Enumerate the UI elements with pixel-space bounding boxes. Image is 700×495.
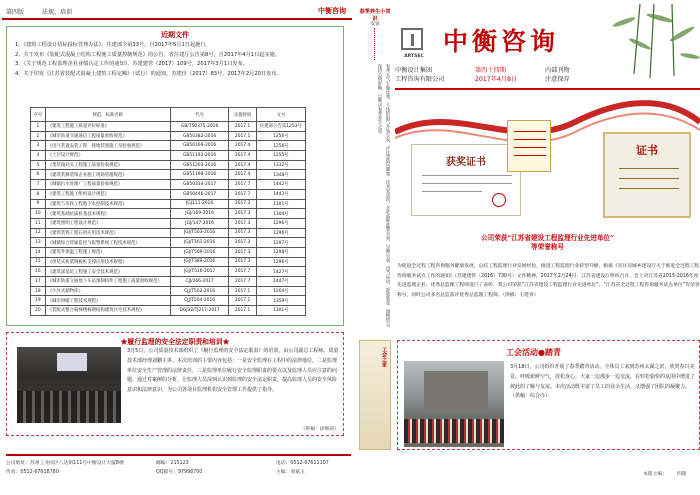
table-cell: 2017.3: [229, 257, 256, 267]
table-row: [31, 160, 306, 170]
artsec-text: ARTSEC: [404, 54, 424, 59]
training-box: [6, 332, 344, 436]
table-cell: 16: [31, 267, 46, 277]
issue-label: 第四版: [6, 9, 25, 16]
table-cell: 10: [31, 209, 46, 219]
table-cell: 1332号: [256, 160, 305, 170]
table-cell: JGJ/T509-2016: [170, 247, 229, 257]
table-cell: 2017.4: [229, 151, 256, 161]
table-cell: 1359号: [256, 296, 305, 306]
table-row: [31, 199, 306, 209]
table-cell: 《城镇综合管廊监控与报警系统工程技术规范》: [45, 238, 170, 248]
plaque-line: [514, 155, 546, 156]
table-cell: 11: [31, 218, 46, 228]
table-cell: 《建筑深基坑工程施工安全技术规范》: [45, 267, 170, 277]
table-cell: 2017.4: [229, 160, 256, 170]
awards-section: [395, 92, 700, 226]
honor-line: [619, 188, 679, 189]
table-cell: 1304号: [256, 209, 305, 219]
news-item: 3、《关于规范工程监理企业业绩认定工作的通知》，苏建建管（2017）109号，2017年3月1日发布。: [15, 61, 248, 68]
table-cell: 2017.1: [229, 286, 256, 296]
table-row: [31, 141, 306, 151]
table-cell: 1: [31, 122, 46, 132]
seal-icon: [492, 193, 506, 207]
table-cell: JGJ111-2016: [170, 199, 229, 209]
table-cell: 《建筑外保温工程施工规范》: [45, 247, 170, 257]
table-cell: GB/T50375-2016: [170, 122, 229, 132]
honor-line: [619, 168, 679, 169]
footer-address: 公司地址：苏州工业园区八达街111号中衡设计大厦8楼: [6, 461, 124, 466]
table-cell: 《建筑照明工程设计规范》: [45, 218, 170, 228]
table-cell: 1301号: [256, 306, 305, 316]
table-row: [31, 209, 306, 219]
table-row: [31, 296, 306, 306]
table-cell: GB50446-2017: [170, 189, 229, 199]
union-activity-box: [397, 340, 700, 450]
table-cell: 《组装式桁架钢板桩支撑应用技术规程》: [45, 257, 170, 267]
table-cell: 1427号: [256, 267, 305, 277]
table-cell: 1298号: [256, 247, 305, 257]
table-cell: 《城市轨道交通通信工程质量验收规范》: [45, 131, 170, 141]
table-cell: 《建筑工程施工组织设计规范》: [45, 189, 170, 199]
recent-documents-title: 近期文件: [161, 30, 189, 39]
health-vertical-text: 春季天气乍暖还寒，人体的阳气开始生发，应注意防风御寒，饮食宜清淡，多吃新鲜蔬菜水果，早睡早起，适当运动，舒展筋骨，调畅情志，保持心情舒畅，以顺应春季养生之道。: [377, 64, 390, 331]
issue-number: 第四十四期: [475, 67, 506, 74]
certificate-line: [422, 175, 512, 176]
table-cell: 2017.3: [229, 209, 256, 219]
standards-table: [30, 107, 306, 316]
table-cell: 1255号: [256, 151, 305, 161]
table-cell: 8: [31, 189, 46, 199]
footer-zip: 邮编：215123: [156, 461, 189, 466]
bamboo-decoration: [610, 4, 700, 84]
col-header: 实施时间: [229, 108, 256, 122]
footer-fax: 传真：0512-67618780: [6, 470, 59, 475]
table-cell: 《城市轨道交通地下车站预制构件工程施工质量验收规范》: [45, 277, 170, 287]
table-cell: 《建筑工程施工质量评价标准》: [45, 122, 170, 132]
table-cell: 1256号: [256, 131, 305, 141]
table-cell: 2017.7: [229, 180, 256, 190]
note-line: 内部刊物: [545, 67, 570, 74]
table-cell: 《装配式整合箱梯楼栋钢结构建筑住宅技术规程》: [45, 306, 170, 316]
table-cell: JGJ/T161-2016: [170, 238, 229, 248]
table-cell: 2017.7: [229, 267, 256, 277]
training-photo: [17, 347, 121, 423]
table-cell: 《电气装置安装工程 接地装置施工及验收规范》: [45, 141, 170, 151]
table-cell: DGJ32/TJ217-2017: [170, 306, 229, 316]
table-cell: JGJ/169-2016: [170, 209, 229, 219]
table-cell: 18: [31, 286, 46, 296]
table-cell: 3: [31, 141, 46, 151]
table-cell: JGJ/T516-2017: [170, 267, 229, 277]
table-cell: 2017.3: [229, 199, 256, 209]
table-cell: 7: [31, 180, 46, 190]
footer-tel: 电话：0512-67611107: [276, 461, 329, 466]
article-body: 为促进全过程工程咨询服务健康发展，总结工程监理行业发展经验，推进工程监理行业转型升级，根据《省住房城乡建设厅关于推进全过程工程咨询服务试点工作的通知》（苏建建管〔2016〕730号）文件精神，2017年2月24日，江苏省建设厅组织召开，会上对江苏省2015-2016年度先进监理企业、优秀总监理工程师进行了表彰，我公司荣获“江苏省建设工程监理行业先进单位”、“江苏省全过程工程咨询服务试点单位”等荣誉称号，同时公司多名总监获评优秀总监理工程师。（供稿：王建青）: [397, 264, 700, 298]
table-cell: 2017.3: [229, 228, 256, 238]
table-cell: JGJ/T389-2016: [170, 257, 229, 267]
left-footer: [6, 454, 351, 476]
table-cell: 2: [31, 131, 46, 141]
table-cell: 2017.4: [229, 170, 256, 180]
table-cell: 1348号: [256, 170, 305, 180]
table-row: [31, 267, 306, 277]
table-cell: 2017.1: [229, 296, 256, 306]
masthead-rule: [395, 88, 700, 90]
dotted-divider: [374, 28, 375, 60]
table-cell: 2017.1: [229, 122, 256, 132]
table-cell: GB51203-2016: [170, 160, 229, 170]
plaque-line: [514, 131, 546, 132]
training-title: ★履行监理的安全法定职责和培训★: [120, 338, 230, 346]
table-cell: CJJ/T504-2016: [170, 296, 229, 306]
issue-date: 2017年4月8日: [475, 76, 518, 83]
table-cell: 《集装箱码头工程施工质量验收规范》: [45, 160, 170, 170]
audience: [17, 391, 121, 423]
table-cell: 1296号: [256, 257, 305, 267]
headline-line-2: 等荣誉称号: [531, 243, 564, 251]
table-cell: 6: [31, 170, 46, 180]
honor-title: 证书: [636, 144, 658, 157]
certificate-title: 获奖证书: [446, 157, 486, 168]
page-editor: 本版主编：: [643, 472, 667, 477]
certificate-line: [422, 191, 482, 192]
section-label: 法规、培训: [42, 9, 73, 16]
table-header-row: [31, 108, 306, 122]
footer-editor: 主编：刘斌玉: [276, 470, 305, 475]
company-line: 中衡设计集团: [395, 67, 433, 74]
table-cell: 2017.4: [229, 141, 256, 151]
health-subtitle: 安说: [370, 22, 380, 27]
plaque-line: [514, 139, 546, 140]
table-cell: 9: [31, 199, 46, 209]
table-row: [31, 151, 306, 161]
table-row: [31, 277, 306, 287]
table-row: [31, 122, 306, 132]
table-cell: 2017.1: [229, 131, 256, 141]
table-cell: 《建筑基础抗拔桩基技术规程》: [45, 209, 170, 219]
table-row: [31, 170, 306, 180]
award-certificate: [411, 144, 521, 216]
table-cell: 《小区式储物库》: [45, 286, 170, 296]
table-cell: GB51198-2016: [170, 170, 229, 180]
table-row: [31, 286, 306, 296]
table-cell: 《土层设计规范》: [45, 151, 170, 161]
table-cell: CJJ/266-2017: [170, 277, 229, 287]
table-cell: JGJ/T503-2016: [170, 228, 229, 238]
honor-line: [619, 178, 679, 179]
masthead-title: 中衡咨询: [443, 27, 560, 56]
right-footer: [395, 468, 700, 482]
company-name: [395, 66, 465, 84]
footer-qq: QQ群号：97998700: [156, 470, 203, 475]
note-line: 注意保存: [545, 76, 570, 83]
union-home-caption: 工会之家: [381, 347, 387, 367]
news-item: 2、关于发布《装配式混凝土结构工程施工质量控制规范》的公告，省住建厅公告第8号，自2017年4月1日起实施。: [15, 51, 281, 58]
table-cell: 住建部公告第1253号: [256, 122, 305, 132]
certificate-line: [422, 183, 512, 184]
table-cell: 14: [31, 247, 46, 257]
table-cell: 15: [31, 257, 46, 267]
projector-screen: [57, 353, 87, 371]
table-cell: 1296号: [256, 218, 305, 228]
table-row: [31, 306, 306, 316]
table-cell: CJJ/T502-2016: [170, 286, 229, 296]
header-logo: 中衡咨询: [318, 6, 346, 15]
training-text: 3月5日，公司质量技术部组织了《履行监理的安全法定职责》的培训，由公司副总工程师、质量技术部经理刘鹏主讲。本次培训的主要内容包括：一是安全监理在工程中的法律地位，二是监理单位安全生产管理的法律责任，三是监理单位履行安全监理职责的要点以及监理人员应注意的问题。通过对案例的分析，让监理人员深刻认识到监理的安全法定职责，提高监理人员的安全风险意识和法律意识，为公司各项目监理机构安全管理工作提供了指导。: [127, 348, 339, 394]
table-cell: 2017.3: [229, 247, 256, 257]
headline-line-1: 公司荣获“江苏省建设工程监理行业先进单位”: [481, 234, 614, 242]
logo-mark-icon: [401, 28, 423, 50]
company-line: 工程咨询有限公司: [395, 76, 445, 83]
table-row: [31, 189, 306, 199]
table-cell: GB50334-2017: [170, 180, 229, 190]
group-photo: [404, 361, 504, 447]
table-cell: 2017.7: [229, 277, 256, 287]
news-item: 1、《建筑工程设计招标投标管理办法》，住建部令第33号，自2017年5月1日起施行。: [15, 42, 211, 48]
news-list: [15, 41, 340, 79]
table-cell: 1264号: [256, 286, 305, 296]
page-number: 四版: [677, 472, 687, 477]
col-header: 序号: [31, 108, 46, 122]
table-cell: 1301号: [256, 199, 305, 209]
middle-column: [355, 0, 395, 495]
table-cell: 17: [31, 277, 46, 287]
table-row: [31, 257, 306, 267]
table-cell: 13: [31, 238, 46, 248]
table-cell: GB50382-2016: [170, 131, 229, 141]
table-cell: 4: [31, 151, 46, 161]
col-header: 代号: [170, 108, 229, 122]
union-activity-text: 3月18日，公司组织开展了春季踏青活动。全体员工来到苏州太湖之滨，欣赏春日美景，呼吸新鲜空气，放松身心。大家一边漫步一边交流，在轻松愉快的氛围中增进了彼此的了解与友谊。本次活动既丰富了员工的业余生活，又增强了团队的凝聚力。（供稿：综合办）: [510, 364, 696, 400]
news-item: 4、关于印发《江苏省装配式混凝土建筑工程定额》（试行）的通知，苏建价（2017）83号，2017年2月20日发布。: [15, 70, 282, 77]
training-caption: （供稿：徐焕研）: [300, 427, 339, 432]
award-plaque: [507, 120, 551, 172]
table-cell: 1442号: [256, 180, 305, 190]
artsec-logo: [395, 28, 430, 64]
table-row: [31, 180, 306, 190]
table-row: [31, 238, 306, 248]
table-cell: 《建筑与市政工程地下水控制技术规范》: [45, 199, 170, 209]
table-cell: JGJ/147-2016: [170, 218, 229, 228]
honor-certificate: [603, 132, 691, 218]
table-cell: 1447号: [256, 277, 305, 287]
table-cell: GB50169-2016: [170, 141, 229, 151]
table-cell: 2017.1: [229, 306, 256, 316]
left-header: [2, 6, 352, 20]
table-cell: 2017.3: [229, 238, 256, 248]
table-cell: 《建筑装饰工程石材应用技术规范》: [45, 228, 170, 238]
table-cell: 19: [31, 296, 46, 306]
article-headline: [395, 234, 700, 252]
table-cell: 12: [31, 228, 46, 238]
table-cell: 《城镇污水处理厂工程质量验收规范》: [45, 180, 170, 190]
table-cell: 1297号: [256, 238, 305, 248]
table-row: [31, 131, 306, 141]
right-page: [395, 0, 700, 495]
union-home-graphic: [359, 340, 391, 450]
building: [424, 371, 488, 411]
group-people: [404, 419, 504, 443]
table-cell: 1443号: [256, 189, 305, 199]
table-cell: 《建筑装修装饰企业施工现场管理规范》: [45, 170, 170, 180]
table-cell: 1256号: [256, 141, 305, 151]
table-cell: 1296号: [256, 228, 305, 238]
internal-note: [545, 66, 605, 84]
table-cell: 2017.7: [229, 189, 256, 199]
table-cell: 《城市供暖工程技术规程》: [45, 296, 170, 306]
table-row: [31, 228, 306, 238]
table-cell: 2017.3: [229, 218, 256, 228]
issue-info: [475, 66, 535, 84]
table-row: [31, 218, 306, 228]
table-cell: 20: [31, 306, 46, 316]
table-cell: GB51192-2016: [170, 151, 229, 161]
table-row: [31, 247, 306, 257]
health-title: 春季养生小常识: [359, 9, 391, 22]
col-header: 文号: [256, 108, 305, 122]
plaque-line: [514, 147, 546, 148]
table-cell: 5: [31, 160, 46, 170]
col-header: 规范、标准名称: [45, 108, 170, 122]
union-activity-title: 工会活动●踏青: [506, 347, 561, 357]
